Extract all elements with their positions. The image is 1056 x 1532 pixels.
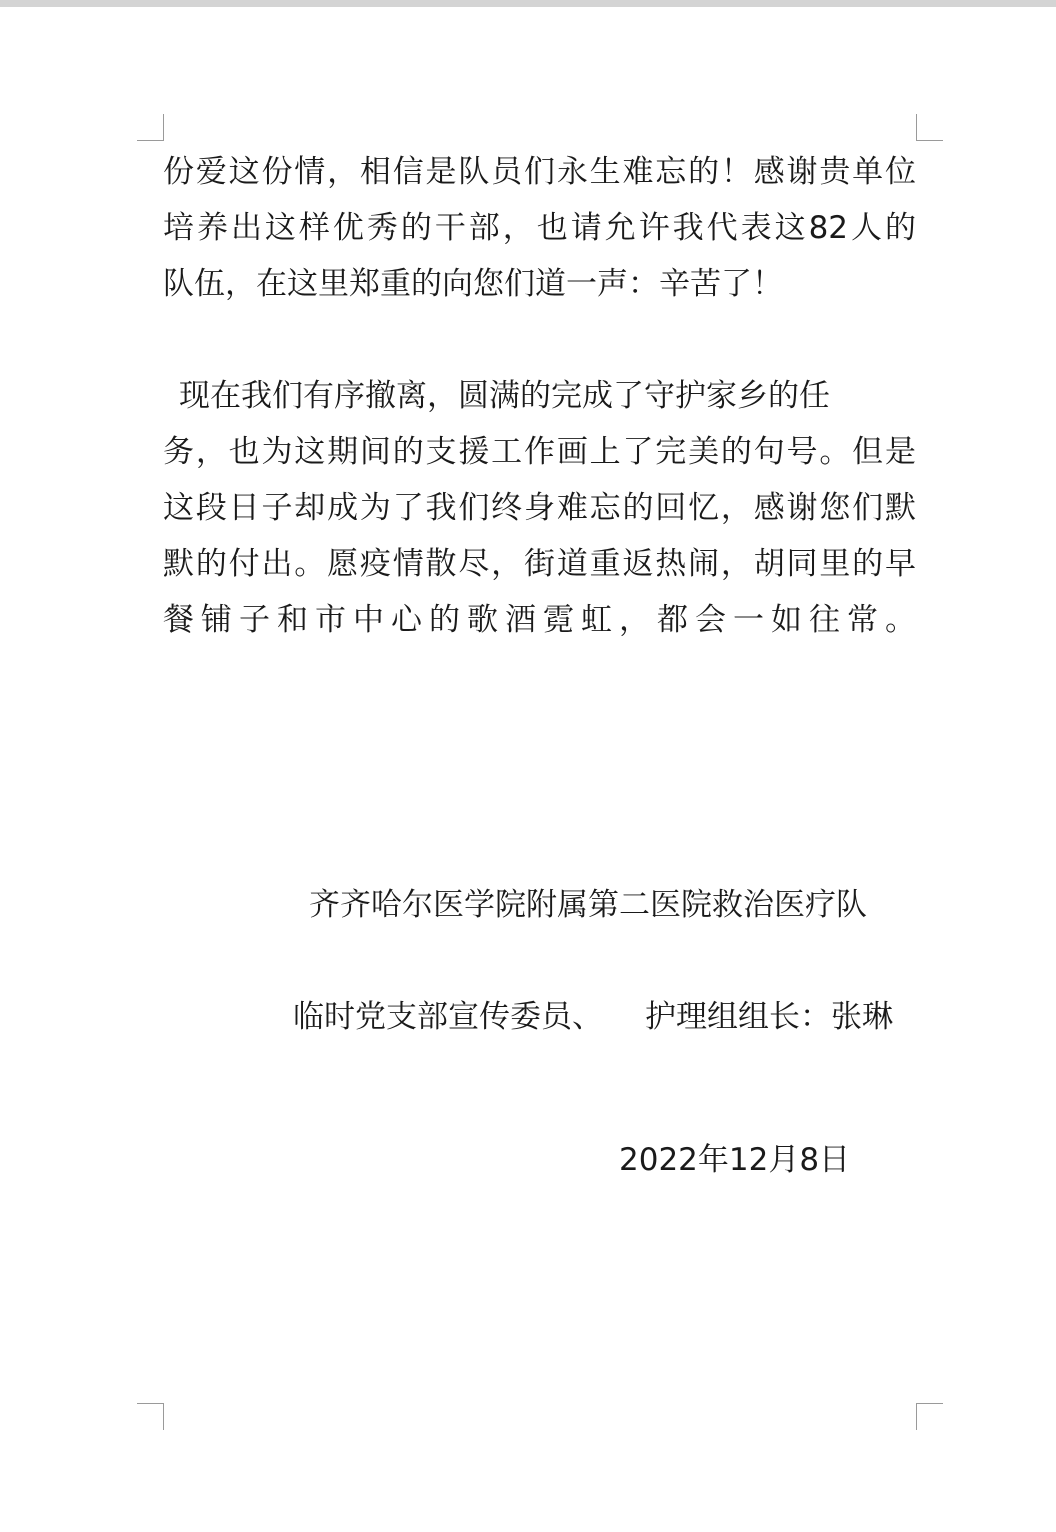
signature-role-part-2: 护理组组长：张琳 (645, 999, 893, 1035)
bottom-left-margin-mark (137, 1403, 164, 1430)
paragraph-1-line-3: 队伍，在这里郑重的向您们道一声：辛苦了！ (163, 266, 783, 302)
paragraph-2-line-3: 这段日子却成为了我们终身难忘的回忆，感谢您们默 (163, 490, 916, 526)
document-page (0, 7, 1056, 1532)
signature-organization: 齐齐哈尔医学院附属第二医院救治医疗队 (309, 887, 867, 923)
paragraph-1-line-1: 份爱这份情，相信是队员们永生难忘的！感谢贵单位 (163, 154, 916, 190)
top-scroll-bar (0, 0, 1056, 7)
paragraph-2-line-1: 现在我们有序撤离，圆满的完成了守护家乡的任 (179, 378, 830, 414)
paragraph-2-line-4: 默的付出。愿疫情散尽，街道重返热闹，胡同里的早 (163, 546, 916, 582)
signature-role-part-1: 临时党支部宣传委员、 (293, 999, 603, 1035)
paragraph-2-line-5: 餐铺子和市中心的歌酒霓虹，都会一如往常。 (163, 602, 916, 638)
signature-role (293, 997, 893, 1037)
top-right-margin-mark (916, 114, 943, 141)
bottom-right-margin-mark (916, 1403, 943, 1430)
top-left-margin-mark (137, 114, 164, 141)
paragraph-1-line-2: 培养出这样优秀的干部，也请允许我代表这82人的 (163, 210, 916, 246)
signature-date: 2022年12月8日 (619, 1142, 851, 1178)
paragraph-2-line-2: 务，也为这期间的支援工作画上了完美的句号。但是 (163, 434, 916, 470)
